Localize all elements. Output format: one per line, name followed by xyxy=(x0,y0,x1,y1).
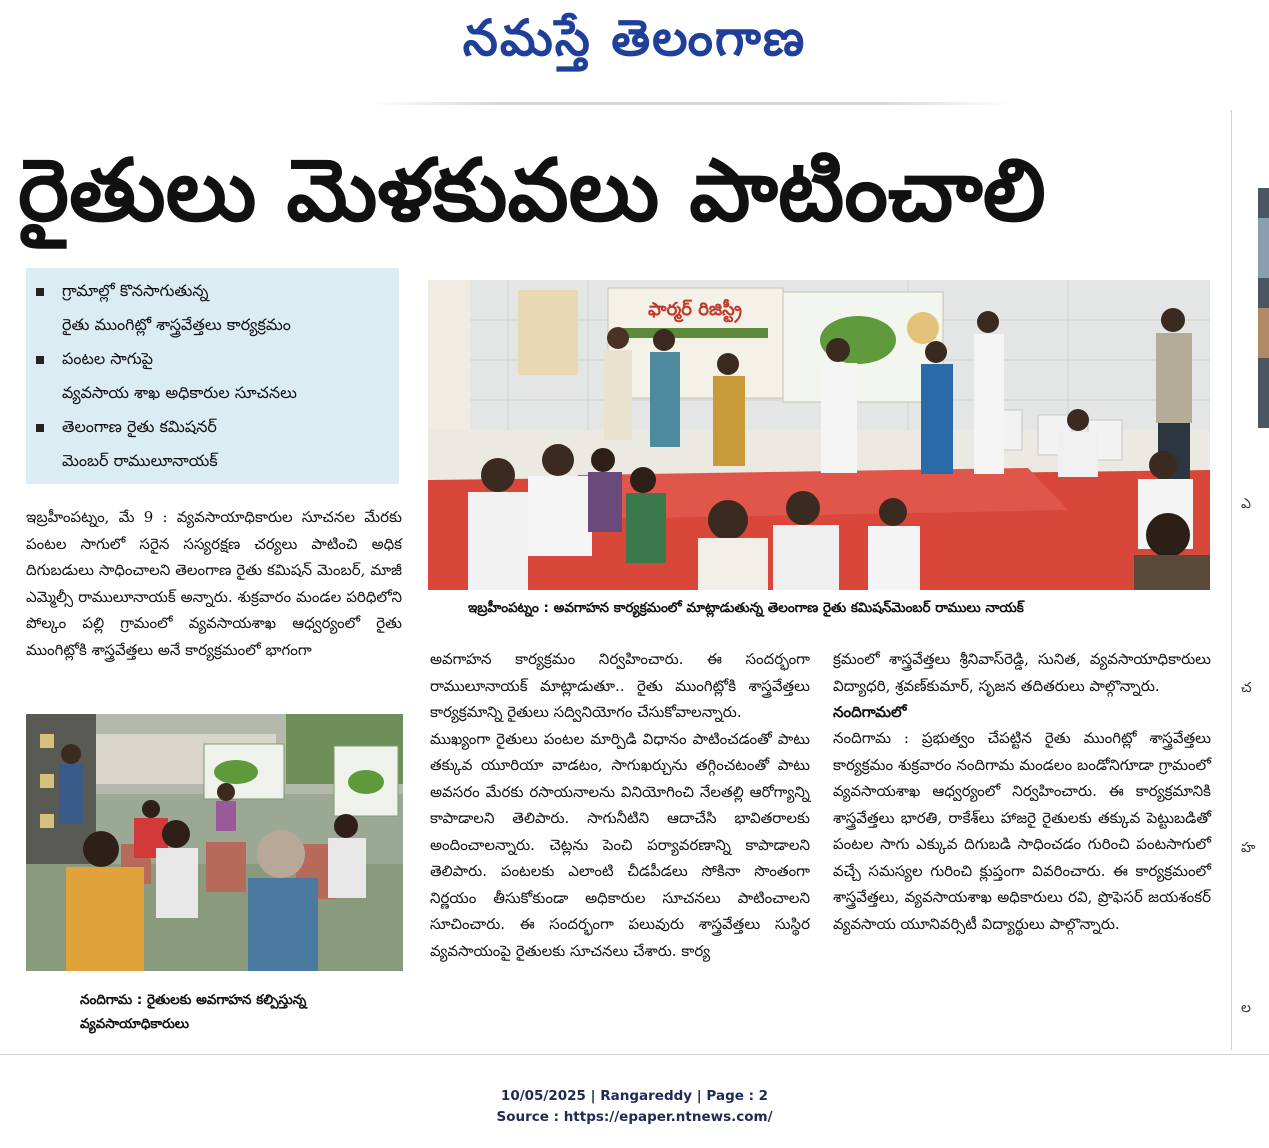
article-headline: రైతులు మెళకువలు పాటించాలి xyxy=(18,141,1046,241)
section-subheading: నందిగామలో xyxy=(833,703,907,721)
highlight-continuation xyxy=(36,308,389,342)
article-column-2 xyxy=(430,646,810,964)
highlight-continuation xyxy=(36,444,389,478)
caption-line: వ్యవసాయాధికారులు xyxy=(80,1016,189,1032)
article-paragraph: ముఖ్యంగా రైతులు పంటల మార్పిడి విధానం పాటించడంతో పాటు తక్కువ యూరియా వాడటం, సాగుఖర్చును తగ్గించటంతో పాటు అవసరం మేరకు రసాయనాలను వినియోగించి నేలతల్లి ఆరోగ్యాన్ని కాపాడాలని తెలిపారు. సాగునీటిని ఆదాచేసి భావితరాలకు అందించాలన్నారు. చెట్లను పెంచి పర్యావరణాన్ని కాపాడాలని తెలిపారు. పంటలకు ఎలాంటి చీడపీడలు సోకినా సొంతంగా నిర్ణయం తీసుకోకుండా అధికారుల సూచనలు పాటించాలని సూచించారు. ఈ సందర్భంగా పలువురు శాస్త్రవేత్తలు సుస్థిర వ్యవసాయంపై రైతులకు సూచనలు చేశారు. కార్య xyxy=(430,729,810,960)
bullet-icon xyxy=(36,288,44,296)
highlight-item xyxy=(36,410,389,444)
column-divider xyxy=(1231,110,1232,1050)
masthead-logo: నమస్తే తెలంగాణ xyxy=(462,8,807,67)
footer-date-line: 10/05/2025 | Rangareddy | Page : 2 xyxy=(500,1088,769,1104)
highlight-continuation xyxy=(36,376,389,410)
highlight-item xyxy=(36,274,389,308)
highlight-text: గ్రామాల్లో కొనసాగుతున్న xyxy=(62,281,209,300)
highlight-text: పంటల సాగుపై xyxy=(62,349,154,368)
highlights-box xyxy=(26,268,399,484)
photo-nandigama-caption xyxy=(80,988,380,1036)
adjacent-page-photo-edge xyxy=(1258,188,1269,428)
article-column-1 xyxy=(26,504,402,663)
adjacent-text-edge: హ xyxy=(1241,840,1256,856)
highlight-text: రైతు ముంగిట్లో శాస్త్రవేత్తలు కార్యక్రమం xyxy=(62,315,291,334)
photo-nandigama-illustration xyxy=(26,714,403,971)
photo-nandigama xyxy=(26,714,403,971)
adjacent-text-edge: చ xyxy=(1241,680,1252,696)
article-paragraph: అవగాహన కార్యక్రమం నిర్వహించారు. ఈ సందర్భంగా రాములూనాయక్ మాట్లాడుతూ.. రైతు ముంగిట్లోకి శాస్త్రవేత్తలు కార్యక్రమాన్ని రైతులు సద్వినియోగం చేసుకోవాలన్నారు. xyxy=(430,650,810,721)
highlight-text: వ్యవసాయ శాఖ అధికారుల సూచనలు xyxy=(62,383,297,402)
caption-line: నందిగామ : రైతులకు అవగాహన కల్పిస్తున్న xyxy=(80,992,307,1008)
highlight-item xyxy=(36,342,389,376)
highlight-text: తెలంగాణ రైతు కమిషనర్ xyxy=(62,417,217,436)
bullet-icon xyxy=(36,424,44,432)
photo-meeting xyxy=(428,280,1210,590)
photo-meeting-caption: ఇబ్రహీంపట్నం : అవగాహన కార్యక్రమంలో మాట్లాడుతున్న తెలంగాణ రైతు కమిషన్‌మెంబర్ రాములు నాయక్ xyxy=(468,600,1024,616)
bullet-icon xyxy=(36,356,44,364)
adjacent-text-edge: ల xyxy=(1241,1000,1251,1016)
page-footer xyxy=(0,1086,1269,1128)
article-column-3 xyxy=(833,646,1211,937)
adjacent-text-edge: ఎ xyxy=(1241,496,1251,512)
highlight-text: మెంబర్ రాములూనాయక్ xyxy=(62,451,218,470)
article-paragraph: ఇబ్రహీంపట్నం, మే 9 : వ్యవసాయాధికారుల సూచనల మేరకు పంటల సాగులో సరైన సస్యరక్షణ చర్యలు పాటించి అధిక దిగుబడులు సాధించాలని తెలంగాణ రైతు కమిషన్ మెంబర్, మాజీ ఎమ్మెల్సీ రాములూనాయక్ అన్నారు. శుక్రవారం మండల పరిధిలోని పోల్కం పల్లి గ్రామంలో వ్యవసాయశాఖ ఆధ్వర్యంలో రైతు ముంగిట్లోకి శాస్త్రవేత్తలు అనే కార్యక్రమంలో భాగంగా xyxy=(26,508,402,659)
article-paragraph: నందిగామ : ప్రభుత్వం చేపట్టిన రైతు ముంగిట్లో శాస్త్రవేత్తలు కార్యక్రమం శుక్రవారం నందిగామ మండలం బండోనిగూడా గ్రామంలో వ్యవసాయశాఖ ఆధ్వర్యంలో నిర్వహించారు. ఈ కార్యక్రమానికి శాస్త్రవేత్తలు భారతి, రాకేశ్‌లు హాజరై రైతులకు తక్కువ పెట్టుబడితో పంటల సాగు ఎక్కువ దిగుబడి సాధించడం గురించి పంటసాగులో వచ్చే సమస్యల గురించి క్లుప్తంగా వివరించారు. ఈ కార్యక్రమంలో శాస్త్రవేత్తలు, వ్యవసాయశాఖ అధికారులు రవి, ప్రొఫెసర్ జయశంకర్ వ్యవసాయ యూనివర్సిటీ విద్యార్థులు పాల్గొన్నారు. xyxy=(833,729,1211,933)
photo-meeting-illustration xyxy=(428,280,1210,590)
page-bottom-divider xyxy=(0,1054,1269,1055)
article-paragraph: క్రమంలో శాస్త్రవేత్తలు శ్రీనివాస్‌రెడ్డి, సునిత, వ్యవసాయాధికారులు విద్యాధరి, శ్రవణ్‌కుమార్, సృజన తదితరులు పాల్గొన్నారు. xyxy=(833,650,1211,695)
masthead-divider xyxy=(370,102,1010,105)
footer-source-link[interactable]: Source : https://epaper.ntnews.com/ xyxy=(496,1109,773,1125)
banner-text: ఫార్మర్ రిజిస్ట్రీ xyxy=(648,299,742,320)
